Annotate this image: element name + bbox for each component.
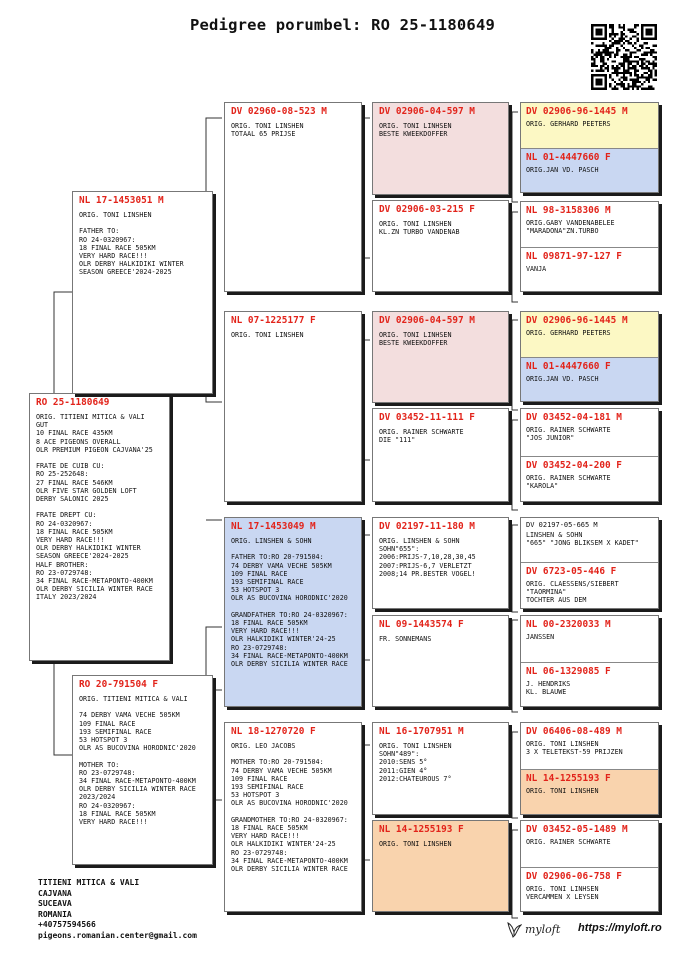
great-great-grandparent-pair: [520, 311, 659, 402]
great-grandparent-card: [372, 102, 509, 195]
grandparent-card: [224, 517, 362, 707]
great-grandparent-details: ORIG. TONI LINSHEN SOHN"489": 2010:SENS 5° 2011:GIEN 4° 2012:CHATEUROUS 7°: [379, 742, 452, 783]
myloft-bird-icon: [506, 920, 522, 938]
great-great-grandparent-card: [521, 456, 658, 502]
ggg-ring-number: DV 03452-05-1489 M: [526, 824, 628, 835]
ggg-details: ORIG. RAINER SCHWARTE: [526, 838, 611, 846]
ggg-ring-number: NL 14-1255193 F: [526, 773, 611, 784]
great-great-grandparent-card: [521, 357, 658, 402]
great-great-grandparent-card: [521, 562, 658, 609]
grandparent-ring-number: NL 18-1270720 F: [231, 726, 316, 737]
great-grandparent-ring-number: NL 09-1443574 F: [379, 619, 464, 630]
great-grandparent-details: ORIG. RAINER SCHWARTE DIE "111": [379, 428, 464, 445]
great-grandparent-card: [372, 615, 509, 707]
ggg-ring-number: DV 02906-96-1445 M: [526, 315, 628, 326]
ggg-details: ORIG. CLAESSENS/SIEBERT "TAORMINA" TOCHTER AUS DEM: [526, 580, 619, 605]
ggg-details: JANSSEN: [526, 633, 555, 641]
grandparent-card: [224, 102, 362, 292]
great-great-grandparent-card: [521, 662, 658, 707]
dam-details: ORIG. TITIENI MITICA & VALI 74 DERBY VAMA VECHE 505KM 109 FINAL RACE 193 SEMIFINAL RACE 53 HOTSPOT 3 OLR AS BUCOVINA HORODNIC'2020 MOTHER TO: RO 23-0729748: 34 FINAL RACE-METAPONTO-400KM OLR DERBY SICILIA WINTER RACE 2023/2024 RO 24-0320967: 18 FINAL RACE 505KM VERY HARD RACE!!!: [79, 695, 196, 827]
sire-ring-number: NL 17-1453051 M: [79, 195, 164, 206]
ggg-ring-number: DV 02197-05-665 M: [526, 521, 598, 529]
ggg-details: J. HENDRIKS KL. BLAUWE: [526, 680, 571, 697]
great-great-grandparent-card: [521, 769, 658, 815]
great-great-grandparent-card: [521, 821, 658, 867]
great-grandparent-card: [372, 311, 509, 403]
great-great-grandparent-pair: [520, 201, 659, 292]
ggg-ring-number: DV 03452-04-200 F: [526, 460, 622, 471]
great-grandparent-ring-number: DV 02906-03-215 F: [379, 204, 475, 215]
owner-name: TITIENI MITICA & VALI: [38, 878, 140, 887]
subject-ring-number: RO 25-1180649: [36, 397, 110, 408]
great-great-grandparent-pair: [520, 722, 659, 815]
ggg-details: ORIG. GERHARD PEETERS: [526, 329, 611, 337]
ggg-ring-number: NL 98-3158306 M: [526, 205, 611, 216]
great-great-grandparent-card: [521, 103, 658, 148]
great-grandparent-ring-number: NL 14-1255193 F: [379, 824, 464, 835]
owner-county: SUCEAVA: [38, 899, 72, 908]
great-grandparent-ring-number: DV 02906-04-597 M: [379, 106, 475, 117]
ggg-ring-number: NL 00-2320033 M: [526, 619, 611, 630]
ggg-ring-number: NL 01-4447660 F: [526, 152, 611, 163]
dam-ring-number: RO 20-791504 F: [79, 679, 159, 690]
ggg-details: LINSHEN & SOHN "665" "JONG BLIKSEM X KADET": [526, 531, 639, 548]
great-great-grandparent-card: [521, 202, 658, 247]
great-great-grandparent-pair: [520, 102, 659, 193]
great-grandparent-details: ORIG. TONI LINHSEN BESTE KWEEKDOFFER: [379, 331, 452, 348]
ggg-details: ORIG. RAINER SCHWARTE "JOS JUNIOR": [526, 426, 611, 443]
ggg-details: ORIG. TONI LINSHEN 3 X TELETEKST-59 PRIJZEN: [526, 740, 623, 757]
ggg-ring-number: DV 02906-06-758 F: [526, 871, 622, 882]
great-grandparent-card: [372, 200, 509, 292]
great-great-grandparent-pair: [520, 517, 659, 609]
ggg-details: ORIG.JAN VD. PASCH: [526, 375, 599, 383]
great-great-grandparent-card: [521, 723, 658, 769]
owner-email[interactable]: pigeons.romanian.center@gmail.com: [38, 930, 197, 940]
subject-pigeon-card: [29, 393, 170, 661]
great-grandparent-details: ORIG. TONI LINHSEN BESTE KWEEKDOFFER: [379, 122, 452, 139]
great-great-grandparent-card: [521, 148, 658, 193]
ggg-ring-number: NL 01-4447660 F: [526, 361, 611, 372]
dam-card: [72, 675, 213, 865]
ggg-ring-number: NL 06-1329085 F: [526, 666, 611, 677]
great-grandparent-ring-number: NL 16-1707951 M: [379, 726, 464, 737]
great-grandparent-card: [372, 820, 509, 912]
great-great-grandparent-card: [521, 312, 658, 357]
grandparent-details: ORIG. LEO JACOBS MOTHER TO:RO 20-791504: 74 DERBY VAMA VECHE 505KM 109 FINAL RACE 193 SEMIFINAL RACE 53 HOTSPOT 3 OLR AS BUCOVINA HORODNIC'2020 GRANDMOTHER TO:RO 24-0320967: 18 FINAL RACE 505KM VERY HARD RACE!!! OLR HALKIDIKI WINTER'24-25 RO 23-0729748: 34 FINAL RACE-METAPONTO-400KM OLR DERBY SICILIA WINTER RACE: [231, 742, 348, 874]
subject-details: ORIG. TITIENI MITICA & VALI GUT 10 FINAL RACE 435KM 8 ACE PIGEONS OVERALL OLR PREMIUM PIGEON CAJVANA'25 FRATE DE CUIB CU: RO 25-252648: 27 FINAL RACE 546KM OLR FIVE STAR GOLDEN LOFT DERBY SALONIC 2025 FRATE DREPT CU: RO 24-0320967: 18 FINAL RACE 505KM VERY HARD RACE!!! OLR DERBY HALKIDIKI WINTER SEASON GREECE'2024-2025 HALF BROTHER: RO 23-0729748: 34 FINAL RACE-METAPONTO-400KM OLR DERBY SICILIA WINTER RACE ITALY 2023/2024: [36, 413, 153, 602]
sire-card: [72, 191, 213, 394]
website-link[interactable]: https://myloft.ro: [578, 922, 662, 934]
grandparent-card: [224, 722, 362, 912]
ggg-details: ORIG. TONI LINSHEN: [526, 787, 599, 795]
great-great-grandparent-card: [521, 616, 658, 662]
owner-contact-block: [38, 878, 197, 941]
owner-country: ROMANIA: [38, 909, 72, 919]
ggg-details: ORIG. RAINER SCHWARTE "KAROLA": [526, 474, 611, 491]
great-grandparent-card: [372, 517, 509, 609]
great-great-grandparent-pair: [520, 615, 659, 707]
ggg-details: ORIG.JAN VD. PASCH: [526, 166, 599, 174]
great-great-grandparent-pair: [520, 820, 659, 912]
great-grandparent-ring-number: DV 03452-11-111 F: [379, 412, 475, 423]
great-grandparent-details: ORIG. LINSHEN & SOHN SOHN"655": 2006:PRIJS-7,10,28,30,45 2007:PRIJS-6,7 VERLETZT 2008;14 PR.BESTER VOGEL!: [379, 537, 476, 578]
grandparent-details: ORIG. TONI LINSHEN TOTAAL 65 PRIJSE: [231, 122, 304, 139]
grandparent-card: [224, 311, 362, 502]
grandparent-ring-number: NL 17-1453049 M: [231, 521, 316, 532]
great-great-grandparent-card: [521, 247, 658, 292]
grandparent-ring-number: NL 07-1225177 F: [231, 315, 316, 326]
ggg-details: ORIG. GERHARD PEETERS: [526, 120, 611, 128]
ggg-details: VANJA: [526, 265, 547, 273]
grandparent-ring-number: DV 02960-08-523 M: [231, 106, 327, 117]
ggg-ring-number: NL 09871-97-127 F: [526, 251, 622, 262]
great-grandparent-details: ORIG. TONI LINSHEN KL.ZN TURBO VANDENAB: [379, 220, 460, 237]
great-great-grandparent-card: [521, 409, 658, 456]
myloft-brand: [506, 919, 560, 939]
ggg-ring-number: DV 03452-04-181 M: [526, 412, 622, 423]
great-great-grandparent-card: [521, 867, 658, 912]
great-grandparent-details: ORIG. TONI LINSHEN: [379, 840, 452, 848]
myloft-logo-text: myloft: [525, 922, 561, 936]
ggg-ring-number: DV 06406-08-489 M: [526, 726, 622, 737]
great-great-grandparent-card: [521, 518, 658, 562]
great-grandparent-ring-number: DV 02197-11-180 M: [379, 521, 475, 532]
great-great-grandparent-pair: [520, 408, 659, 502]
great-grandparent-card: [372, 408, 509, 502]
page-title: Pedigree porumbel: RO 25-1180649: [189, 16, 496, 34]
ggg-details: ORIG. TONI LINHSEN VERCAMMEN X LEYSEN: [526, 885, 599, 902]
great-grandparent-details: FR. SONNEMANS: [379, 635, 432, 643]
owner-locality: CAJVANA: [38, 888, 72, 898]
sire-details: ORIG. TONI LINSHEN FATHER TO: RO 24-0320967: 18 FINAL RACE 505KM VERY HARD RACE!!! OLR DERBY HALKIDIKI WINTER SEASON GREECE'2024-2025: [79, 211, 184, 277]
ggg-details: ORIG.GABY VANDENABELEE "MARADONA"ZN.TURBO: [526, 219, 615, 236]
owner-phone: +40757594566: [38, 920, 96, 929]
grandparent-details: ORIG. LINSHEN & SOHN FATHER TO:RO 20-791504: 74 DERBY VAMA VECHE 505KM 109 FINAL RACE 193 SEMIFINAL RACE 53 HOTSPOT 3 OLR AS BUCOVINA HORODNIC'2020 GRANDFATHER TO:RO 24-0320967: 18 FINAL RACE 505KM VERY HARD RACE!!! OLR HALKIDIKI WINTER'24-25 RO 23-0729748: 34 FINAL RACE-METAPONTO-400KM OLR DERBY SICILIA WINTER RACE: [231, 537, 348, 669]
grandparent-details: ORIG. TONI LINSHEN: [231, 331, 304, 339]
ggg-ring-number: DV 02906-96-1445 M: [526, 106, 628, 117]
great-grandparent-card: [372, 722, 509, 815]
great-grandparent-ring-number: DV 02906-04-597 M: [379, 315, 475, 326]
ggg-ring-number: DV 6723-05-446 F: [526, 566, 617, 577]
